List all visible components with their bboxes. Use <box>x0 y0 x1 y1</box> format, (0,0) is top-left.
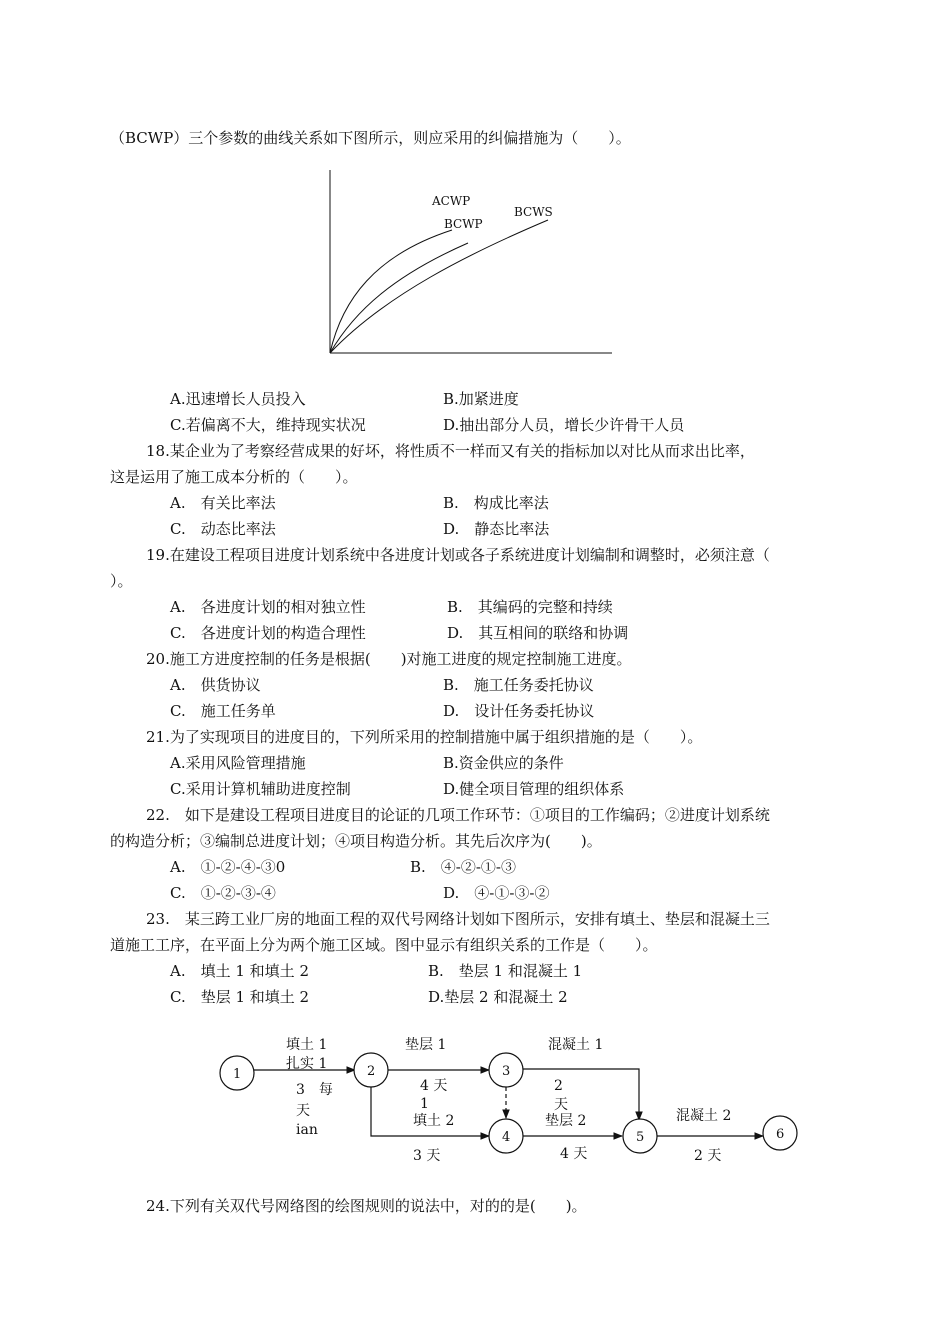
q19-option-c: C. 各进度计划的构造合理性 <box>170 624 366 642</box>
label-4-days-a: 4 天 <box>420 1078 448 1094</box>
q18-option-a: A. 有关比率法 <box>170 494 276 512</box>
acwp-label: ACWP <box>432 194 471 208</box>
label-duration-day: 天 <box>296 1103 310 1119</box>
q24-stem: 24.下列有关双代号网络图的绘图规则的说法中，对的的是( )。 <box>146 1197 587 1215</box>
label-fill-1: 填土 1 <box>286 1037 328 1053</box>
q18-stem-line-2: 这是运用了施工成本分析的（ ）。 <box>110 468 358 486</box>
label-2-day: 天 <box>554 1097 568 1113</box>
label-1: 1 <box>420 1096 429 1112</box>
q22-stem-line-1: 22. 如下是建设工程项目进度目的论证的几项工作环节：①项目的工作编码；②进度计划系统 <box>146 806 770 824</box>
q17-option-a: A.迅速增长人员投入 <box>170 390 306 408</box>
node-5-number: 5 <box>636 1130 645 1145</box>
q23-option-a: A. 填土 1 和填土 2 <box>170 962 309 980</box>
node-1-number: 1 <box>233 1067 242 1082</box>
label-4-days-b: 4 天 <box>560 1146 588 1162</box>
q18-option-d: D. 静态比率法 <box>443 520 550 538</box>
q18-option-b: B. 构成比率法 <box>443 494 549 512</box>
q23-option-c: C. 垫层 1 和填土 2 <box>170 988 310 1006</box>
node-6-number: 6 <box>776 1127 785 1142</box>
label-concrete-2: 混凝土 2 <box>676 1108 732 1124</box>
q20-option-d: D. 设计任务委托协议 <box>443 702 595 720</box>
q21-option-c: C.采用计算机辅助进度控制 <box>170 780 351 798</box>
q21-option-a: A.采用风险管理措施 <box>170 754 306 772</box>
q21-option-d: D.健全项目管理的组织体系 <box>443 780 625 798</box>
node-2-number: 2 <box>367 1064 376 1079</box>
q23-option-b: B. 垫层 1 和混凝土 1 <box>428 962 583 980</box>
q19-option-a: A. 各进度计划的相对独立性 <box>170 598 366 616</box>
q17-option-d: D.抽出部分人员，增长少许骨干人员 <box>443 416 685 434</box>
node-4-number: 4 <box>502 1130 511 1145</box>
q17-option-b: B.加紧进度 <box>443 390 519 408</box>
q22-option-d: D. ④-①-③-② <box>443 884 550 902</box>
label-concrete-1: 混凝土 1 <box>548 1037 604 1053</box>
q18-option-c: C. 动态比率法 <box>170 520 276 538</box>
bcwp-label: BCWP <box>444 217 483 231</box>
q22-stem-line-2: 的构造分析；③编制总进度计划；④项目构造分析。其先后次序为( )。 <box>110 832 602 850</box>
q19-option-b: B. 其编码的完整和持续 <box>447 598 613 616</box>
q19-stem-line-2: ）。 <box>110 572 133 590</box>
q19-option-d: D. 其互相间的联络和协调 <box>447 624 629 642</box>
label-duration-ian: ian <box>296 1122 318 1138</box>
label-duration-3: 3 每 <box>296 1082 333 1098</box>
q20-option-c: C. 施工任务单 <box>170 702 276 720</box>
label-2-days: 2 天 <box>694 1148 722 1164</box>
label-3-days: 3 天 <box>413 1148 441 1164</box>
q18-stem-line-1: 18.某企业为了考察经营成果的好坏，将性质不一样而又有关的指标加以对比从而求出比率， <box>146 442 755 460</box>
q20-stem: 20.施工方进度控制的任务是根据( )对施工进度的规定控制施工进度。 <box>146 650 632 668</box>
label-cushion-1: 垫层 1 <box>405 1037 447 1053</box>
label-cushion-2: 垫层 2 <box>545 1113 587 1129</box>
bcws-label: BCWS <box>514 205 553 219</box>
q22-option-c: C. ①-②-③-④ <box>170 884 276 902</box>
node-3-number: 3 <box>502 1064 511 1079</box>
q23-stem-line-2: 道施工工序，在平面上分为两个施工区域。图中显示有组织关系的工作是（ ）。 <box>110 936 658 954</box>
q17-option-c: C.若偏离不大，维持现实状况 <box>170 416 366 434</box>
label-fill-2: 填土 2 <box>413 1113 455 1129</box>
q22-option-b: B. ④-②-①-③ <box>410 858 516 876</box>
q19-stem-line-1: 19.在建设工程项目进度计划系统中各进度计划或各子系统进度计划编制和调整时，必须注意（ <box>146 546 770 564</box>
label-tamp-1: 扎实 1 <box>286 1056 328 1072</box>
q23-option-d: D.垫层 2 和混凝土 2 <box>428 988 568 1006</box>
intro-line: （BCWP）三个参数的曲线关系如下图所示，则应采用的纠偏措施为（ ）。 <box>110 129 631 147</box>
q22-option-a: A. ①-②-④-③0 <box>170 858 286 876</box>
label-2: 2 <box>554 1078 563 1094</box>
q20-option-a: A. 供货协议 <box>170 676 261 694</box>
q21-stem: 21.为了实现项目的进度目的，下列所采用的控制措施中属于组织措施的是（ ）。 <box>146 728 703 746</box>
q20-option-b: B. 施工任务委托协议 <box>443 676 594 694</box>
q23-stem-line-1: 23. 某三跨工业厂房的地面工程的双代号网络计划如下图所示，安排有填土、垫层和混凝土三 <box>146 910 770 928</box>
q21-option-b: B.资金供应的条件 <box>443 754 564 772</box>
